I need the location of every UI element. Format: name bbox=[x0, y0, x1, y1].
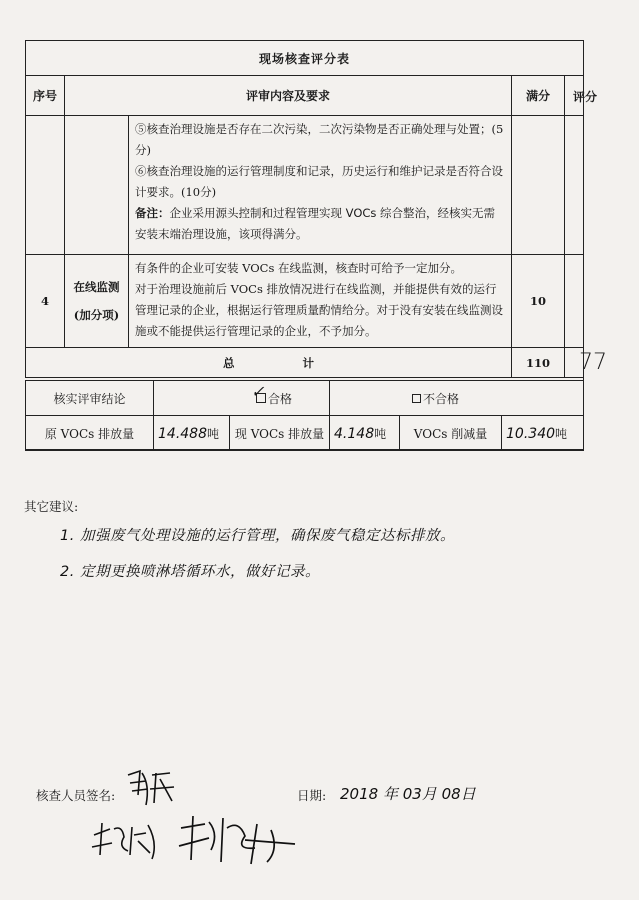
total-row bbox=[26, 348, 584, 378]
score-table bbox=[25, 40, 607, 378]
row4-seq: 4 bbox=[26, 255, 65, 348]
header-content: 评审内容及要求 bbox=[65, 76, 512, 116]
orig-emission-value: 14.488 bbox=[158, 425, 207, 442]
suggestions-label: 其它建议: bbox=[24, 499, 79, 514]
now-emission-value-cell bbox=[330, 416, 400, 451]
suggestion-item-2: 2. 定期更换喷淋塔循环水，做好记录。 bbox=[60, 564, 320, 580]
total-label-2: 计 bbox=[302, 355, 315, 370]
emission-row bbox=[26, 416, 584, 451]
orig-emission-value-cell bbox=[154, 416, 230, 451]
item-cell-empty bbox=[65, 116, 129, 255]
table-row bbox=[26, 116, 584, 255]
total-score: 77 bbox=[579, 350, 607, 375]
cut-emission-value-cell bbox=[502, 416, 584, 451]
total-label bbox=[26, 348, 512, 378]
now-emission-value: 4.148 bbox=[334, 425, 375, 442]
pass-checkbox-icon[interactable] bbox=[251, 381, 266, 403]
row4-item bbox=[65, 255, 129, 348]
signature-1-icon bbox=[120, 765, 180, 815]
signature-2-icon bbox=[88, 815, 168, 865]
pass-label: 合格 bbox=[268, 391, 293, 406]
table-bottom-border bbox=[25, 449, 583, 450]
summary-table bbox=[25, 380, 584, 451]
table-row bbox=[26, 255, 584, 348]
note-text bbox=[135, 203, 505, 245]
signature-3-icon bbox=[175, 810, 305, 870]
conclusion-label: 核实评审结论 bbox=[26, 381, 154, 416]
check-mark-icon: ✓ bbox=[251, 381, 265, 401]
header-seq: 序号 bbox=[26, 76, 65, 116]
full-cell-empty bbox=[512, 116, 565, 255]
date-label: 日期: bbox=[297, 788, 327, 803]
cut-emission-unit: 吨 bbox=[555, 426, 568, 441]
fail-checkbox-icon[interactable] bbox=[412, 394, 421, 403]
note-label: 备注： bbox=[135, 206, 170, 220]
form-title: 现场核查评分表 bbox=[26, 41, 584, 76]
conclusion-row bbox=[26, 381, 584, 416]
total-score-cell bbox=[565, 348, 607, 378]
conclusion-fail bbox=[330, 381, 584, 416]
seq-cell-empty bbox=[26, 116, 65, 255]
table-right-border bbox=[583, 40, 584, 449]
row4-score bbox=[565, 255, 584, 348]
header-score bbox=[565, 76, 598, 116]
date-value: 2018 年 03月 08日 bbox=[340, 785, 476, 803]
header-score-label: 评分 bbox=[573, 90, 598, 104]
score-cell-empty bbox=[565, 116, 584, 255]
now-emission-unit: 吨 bbox=[374, 426, 387, 441]
orig-emission-unit: 吨 bbox=[207, 426, 220, 441]
row4-content bbox=[129, 255, 512, 348]
row4-item-name: 在线监测 bbox=[73, 280, 120, 294]
now-emission-label: 现 VOCs 排放量 bbox=[230, 416, 330, 451]
row4-line2: 对于治理设施前后 VOCs 排放情况进行在线监测，并能提供有效的运行管理记录的企业，根据运行管理质量酌情给分。对于没有安装在线监测设施或不能提供运行管理记录的企业，不予加分。 bbox=[135, 282, 503, 338]
row4-full: 10 bbox=[512, 255, 565, 348]
content-cell bbox=[129, 116, 512, 255]
suggestion-item-1: 1. 加强废气处理设施的运行管理，确保废气稳定达标排放。 bbox=[60, 528, 455, 544]
header-full: 满分 bbox=[512, 76, 565, 116]
total-full: 110 bbox=[512, 348, 565, 378]
criterion-5: ⑤核查治理设施是否存在二次污染，二次污染物是否正确处理与处置；(5分) bbox=[135, 122, 504, 157]
criterion-6: ⑥核查治理设施的运行管理制度和记录，历史运行和维护记录是否符合设计要求。(10分) bbox=[135, 164, 503, 199]
orig-emission-label: 原 VOCs 排放量 bbox=[26, 416, 154, 451]
cut-emission-label: VOCs 削减量 bbox=[400, 416, 502, 451]
row4-item-sub: (加分项) bbox=[73, 308, 120, 322]
conclusion-pass bbox=[154, 381, 330, 416]
cut-emission-value: 10.340 bbox=[506, 425, 556, 442]
fail-label: 不合格 bbox=[423, 391, 460, 406]
inspector-label: 核查人员签名: bbox=[36, 788, 116, 803]
note-body: 企业采用源头控制和过程管理实现 VOCs 综合整治，经核实无需安装末端治理设施，该项得满分。 bbox=[135, 206, 496, 241]
total-label-1: 总 bbox=[222, 355, 235, 370]
row4-line1: 有条件的企业可安装 VOCs 在线监测，核查时可给予一定加分。 bbox=[135, 261, 463, 275]
